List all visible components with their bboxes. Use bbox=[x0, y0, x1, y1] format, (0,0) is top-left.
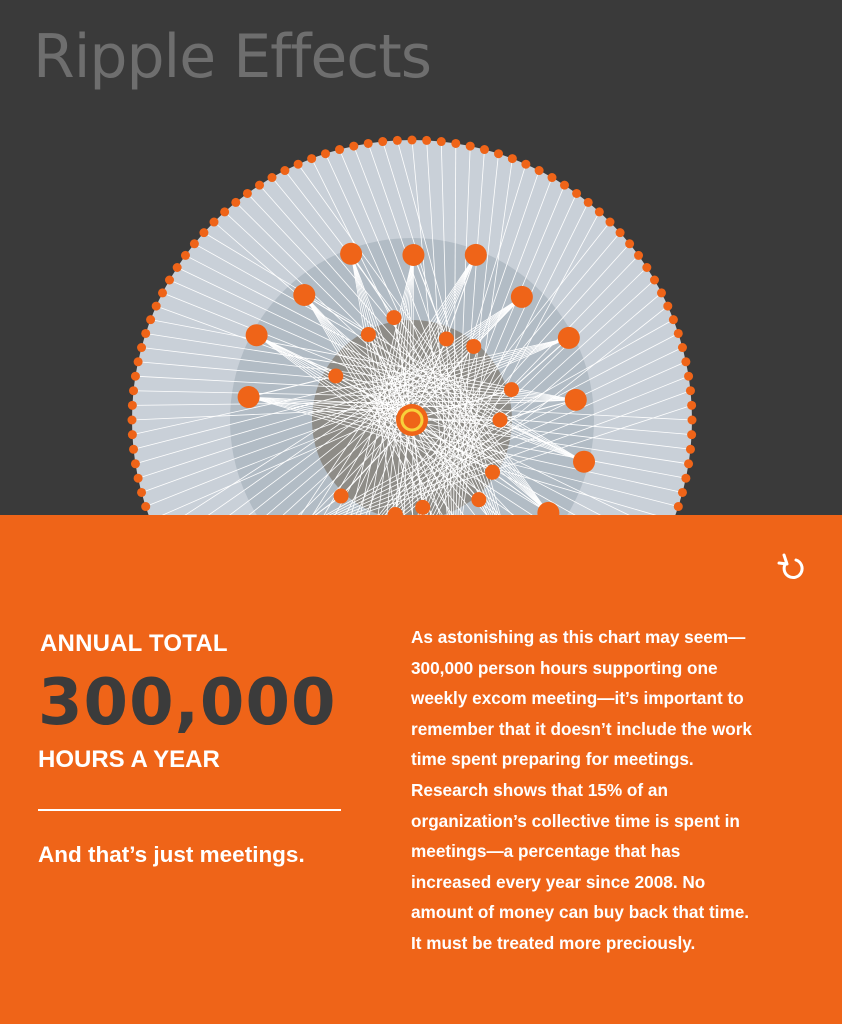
outer-node bbox=[650, 276, 659, 285]
outer-node bbox=[190, 239, 199, 248]
outer-node bbox=[199, 228, 208, 237]
outer-node bbox=[146, 315, 155, 324]
inner-node bbox=[361, 327, 376, 342]
outer-node bbox=[669, 315, 678, 324]
outer-node bbox=[678, 488, 687, 497]
inner-node bbox=[493, 413, 508, 428]
body-line: amount of money can buy back that time. bbox=[411, 902, 750, 923]
outer-node bbox=[131, 372, 140, 381]
middle-node bbox=[558, 327, 580, 349]
outer-node bbox=[152, 302, 161, 311]
body-line: meetings—a percentage that has bbox=[411, 841, 681, 862]
hours-unit-label: HOURS A YEAR bbox=[38, 746, 220, 773]
outer-node bbox=[684, 459, 693, 468]
outer-node bbox=[173, 263, 182, 272]
outer-node bbox=[158, 288, 167, 297]
divider bbox=[38, 809, 341, 811]
inner-node bbox=[504, 382, 519, 397]
middle-node bbox=[573, 451, 595, 473]
outer-node bbox=[137, 488, 146, 497]
outer-node bbox=[684, 372, 693, 381]
middle-node bbox=[293, 284, 315, 306]
middle-node bbox=[511, 286, 533, 308]
outer-node bbox=[128, 430, 137, 439]
outer-node bbox=[137, 343, 146, 352]
body-line: time spent preparing for meetings. bbox=[411, 749, 694, 770]
tagline: And that’s just meetings. bbox=[38, 842, 305, 867]
outer-node bbox=[134, 357, 143, 366]
outer-node bbox=[687, 430, 696, 439]
outer-node bbox=[422, 136, 431, 145]
outer-node bbox=[408, 136, 417, 145]
outer-node bbox=[141, 502, 150, 511]
outer-node bbox=[307, 154, 316, 163]
outer-node bbox=[674, 502, 683, 511]
outer-node bbox=[181, 251, 190, 260]
middle-node bbox=[402, 244, 424, 266]
page-title: Ripple Effects bbox=[33, 22, 432, 92]
outer-node bbox=[280, 166, 289, 175]
middle-node bbox=[565, 389, 587, 411]
inner-node bbox=[471, 492, 486, 507]
outer-node bbox=[255, 181, 264, 190]
outer-node bbox=[335, 145, 344, 154]
outer-node bbox=[349, 142, 358, 151]
inner-node bbox=[328, 369, 343, 384]
outer-node bbox=[674, 329, 683, 338]
outer-node bbox=[548, 173, 557, 182]
outer-node bbox=[494, 149, 503, 158]
outer-node bbox=[595, 207, 604, 216]
middle-node bbox=[246, 324, 268, 346]
outer-node bbox=[321, 149, 330, 158]
outer-node bbox=[681, 474, 690, 483]
outer-node bbox=[134, 474, 143, 483]
body-line: increased every year since 2008. No bbox=[411, 871, 706, 892]
inner-node bbox=[466, 339, 481, 354]
body-line: weekly excom meeting—it’s important to bbox=[411, 688, 744, 709]
outer-node bbox=[231, 198, 240, 207]
inner-node bbox=[415, 500, 430, 515]
outer-node bbox=[560, 181, 569, 190]
outer-node bbox=[508, 154, 517, 163]
outer-node bbox=[663, 302, 672, 311]
outer-node bbox=[616, 228, 625, 237]
inner-node bbox=[485, 465, 500, 480]
outer-node bbox=[521, 160, 530, 169]
middle-node bbox=[465, 244, 487, 266]
body-line: It must be treated more preciously. bbox=[411, 932, 696, 953]
body-paragraph bbox=[411, 622, 821, 959]
outer-node bbox=[378, 137, 387, 146]
outer-node bbox=[466, 142, 475, 151]
outer-node bbox=[220, 207, 229, 216]
middle-node bbox=[238, 386, 260, 408]
outer-node bbox=[678, 343, 687, 352]
outer-node bbox=[686, 386, 695, 395]
outer-node bbox=[210, 218, 219, 227]
inner-node bbox=[334, 489, 349, 504]
body-line: Research shows that 15% of an bbox=[411, 779, 668, 800]
body-line: 300,000 person hours supporting one bbox=[411, 657, 718, 678]
outer-node bbox=[268, 173, 277, 182]
outer-node bbox=[451, 139, 460, 148]
inner-node bbox=[439, 331, 454, 346]
outer-node bbox=[688, 416, 697, 425]
body-line: As astonishing as this chart may seem— bbox=[411, 627, 746, 647]
outer-node bbox=[129, 445, 138, 454]
outer-node bbox=[681, 357, 690, 366]
outer-node bbox=[657, 288, 666, 297]
outer-node bbox=[243, 189, 252, 198]
outer-node bbox=[480, 145, 489, 154]
replay-icon[interactable] bbox=[774, 550, 810, 586]
outer-node bbox=[437, 137, 446, 146]
outer-node bbox=[141, 329, 150, 338]
body-line: remember that it doesn’t include the work bbox=[411, 718, 752, 739]
outer-node bbox=[687, 401, 696, 410]
outer-node bbox=[129, 386, 138, 395]
outer-node bbox=[634, 251, 643, 260]
outer-node bbox=[165, 276, 174, 285]
outer-node bbox=[605, 218, 614, 227]
outer-node bbox=[686, 445, 695, 454]
outer-node bbox=[642, 263, 651, 272]
outer-node bbox=[535, 166, 544, 175]
annual-total-label: ANNUAL TOTAL bbox=[40, 630, 228, 657]
inner-node bbox=[386, 310, 401, 325]
hours-total-value: 300,000 bbox=[38, 666, 337, 740]
body-line: organization’s collective time is spent in bbox=[411, 810, 740, 831]
outer-node bbox=[128, 401, 137, 410]
middle-node bbox=[340, 243, 362, 265]
outer-node bbox=[393, 136, 402, 145]
outer-node bbox=[572, 189, 581, 198]
outer-node bbox=[128, 416, 137, 425]
outer-node bbox=[625, 239, 634, 248]
outer-node bbox=[364, 139, 373, 148]
outer-node bbox=[294, 160, 303, 169]
outer-node bbox=[584, 198, 593, 207]
outer-node bbox=[131, 459, 140, 468]
